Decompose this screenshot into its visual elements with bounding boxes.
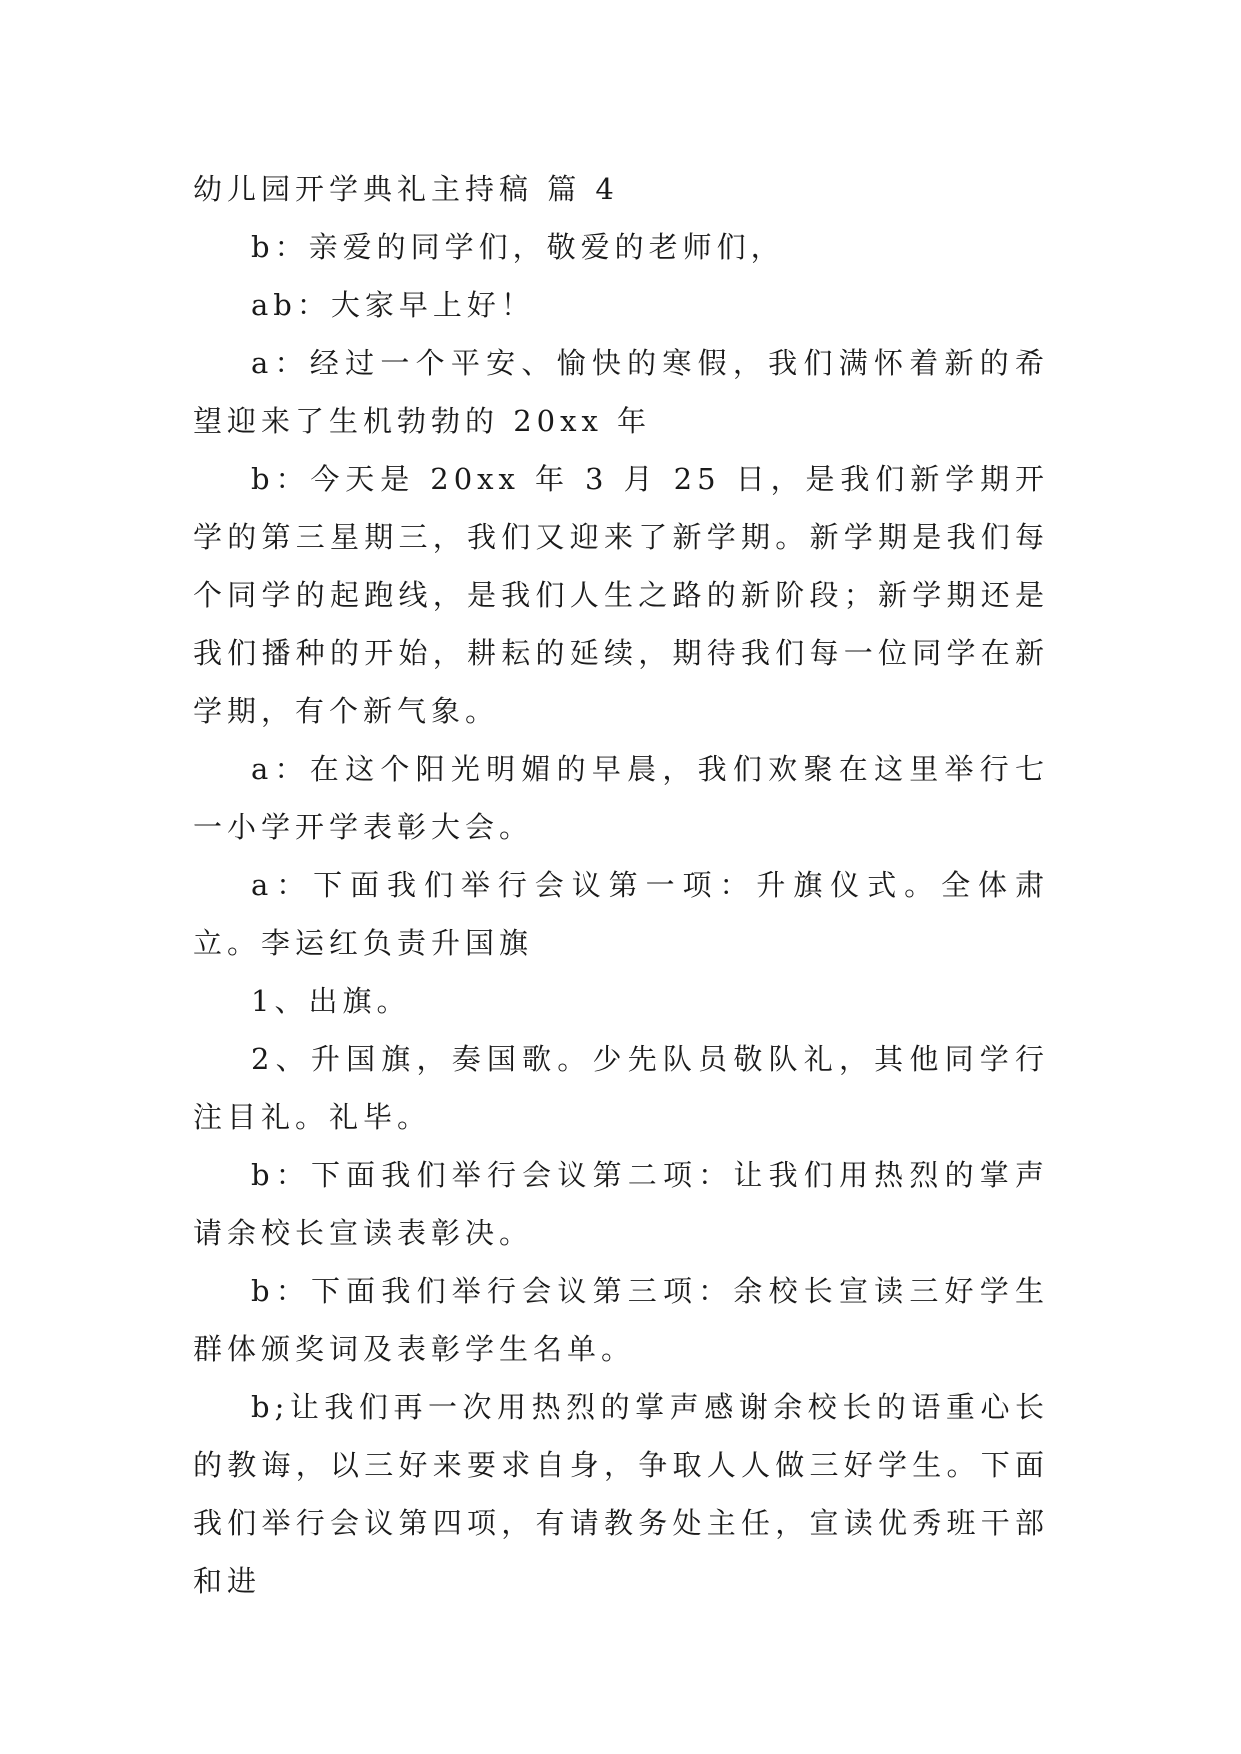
document-title: 幼儿园开学典礼主持稿 篇 4 bbox=[193, 172, 619, 206]
paragraph: b：今天是 20xx 年 3 月 25 日，是我们新学期开学的第三星期三，我们又迎来了新学期。新学期是我们每个同学的起跑线，是我们人生之路的新阶段；新学期还是我们播种的开始，耕耘的延续，期待我们每一位同学在新学期，有个新气象。 bbox=[193, 462, 1049, 728]
paragraph: ab：大家早上好！ bbox=[251, 288, 535, 322]
paragraph: a：经过一个平安、愉快的寒假，我们满怀着新的希望迎来了生机勃勃的 20xx 年 bbox=[193, 346, 1049, 438]
paragraph: b;让我们再一次用热烈的掌声感谢余校长的语重心长的教诲，以三好来要求自身，争取人人做三好学生。下面我们举行会议第四项，有请教务处主任，宣读优秀班干部和进 bbox=[193, 1390, 1049, 1598]
paragraph: b：亲爱的同学们，敬爱的老师们， bbox=[251, 230, 785, 264]
paragraph: a：下面我们举行会议第一项：升旗仪式。全体肃立。李运红负责升国旗 bbox=[193, 868, 1049, 960]
paragraph: 1、出旗。 bbox=[251, 984, 411, 1018]
paragraph: a：在这个阳光明媚的早晨，我们欢聚在这里举行七一小学开学表彰大会。 bbox=[193, 752, 1049, 844]
paragraph: 2、升国旗，奏国歌。少先队员敬队礼，其他同学行注目礼。礼毕。 bbox=[193, 1042, 1049, 1134]
paragraph: b：下面我们举行会议第三项：余校长宣读三好学生群体颁奖词及表彰学生名单。 bbox=[193, 1274, 1049, 1366]
document-body bbox=[193, 160, 1049, 1610]
paragraph: b：下面我们举行会议第二项：让我们用热烈的掌声请余校长宣读表彰决。 bbox=[193, 1158, 1049, 1250]
